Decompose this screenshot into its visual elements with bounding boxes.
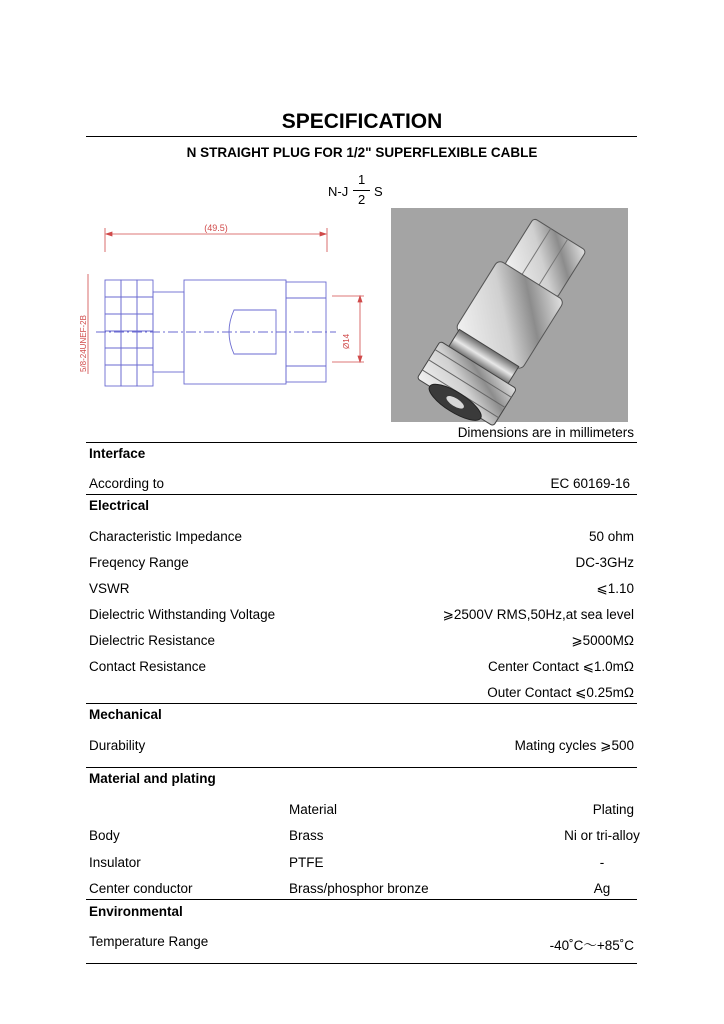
product-subtitle: N STRAIGHT PLUG FOR 1/2" SUPERFLEXIBLE CABLE <box>186 145 538 160</box>
row-value: ⩾5000MΩ <box>571 633 634 648</box>
title-rule <box>86 136 637 137</box>
material-name: Brass/phosphor bronze <box>289 881 429 896</box>
column-header-plating: Plating <box>592 802 634 817</box>
row-label: Durability <box>89 738 146 753</box>
section-heading-material: Material and plating <box>89 771 216 786</box>
model-suffix: S <box>374 184 383 199</box>
material-name: PTFE <box>289 855 324 870</box>
material-name: Brass <box>289 828 324 843</box>
section-heading-electrical: Electrical <box>89 498 150 513</box>
row-label: Dielectric Withstanding Voltage <box>89 607 276 622</box>
connector-photo-image <box>391 208 628 422</box>
row-value: EC 60169-16 <box>550 476 630 491</box>
thread-dimension: 5/8-24UNEF-2B <box>79 315 88 372</box>
section-rule <box>86 703 637 704</box>
model-designation <box>322 172 402 208</box>
section-heading-environmental: Environmental <box>89 904 183 919</box>
model-prefix: N-J <box>328 184 349 199</box>
section-rule <box>86 494 637 495</box>
row-value: ⩾2500V RMS,50Hz,at sea level <box>442 607 634 622</box>
model-numerator: 1 <box>358 172 366 187</box>
row-label: VSWR <box>89 581 130 596</box>
row-value: Center Contact ⩽1.0mΩ <box>488 659 634 674</box>
plating-value: Ag <box>593 881 611 896</box>
plating-value: - <box>599 855 605 870</box>
diameter-dimension: Ø14 <box>342 333 351 349</box>
section-heading-interface: Interface <box>89 446 146 461</box>
row-value: DC-3GHz <box>575 555 634 570</box>
section-rule <box>86 442 637 443</box>
row-label: Freqency Range <box>89 555 189 570</box>
model-denominator: 2 <box>358 192 366 207</box>
material-part: Center conductor <box>89 881 193 896</box>
length-dimension: (49.5) <box>204 223 228 233</box>
connector-drawing <box>79 222 374 394</box>
material-part: Body <box>89 828 120 843</box>
row-label: Dielectric Resistance <box>89 633 216 648</box>
section-rule <box>86 767 637 768</box>
row-label: Characteristic Impedance <box>89 529 243 544</box>
page-title: SPECIFICATION <box>281 110 443 133</box>
section-rule <box>86 963 637 964</box>
column-header-material: Material <box>289 802 338 817</box>
plating-value: Ni or tri-alloy <box>564 828 640 843</box>
fraction-bar <box>353 190 370 191</box>
row-value: ⩽1.10 <box>596 581 634 596</box>
dimensions-note: Dimensions are in millimeters <box>457 425 634 440</box>
row-label: According to <box>89 476 165 491</box>
row-label: Contact Resistance <box>89 659 207 674</box>
section-heading-mechanical: Mechanical <box>89 707 162 722</box>
product-photo <box>391 208 628 422</box>
row-value: 50 ohm <box>588 529 634 544</box>
row-value: Outer Contact ⩽0.25mΩ <box>487 685 634 700</box>
material-part: Insulator <box>89 855 141 870</box>
section-rule <box>86 899 637 900</box>
row-value: Mating cycles ⩾500 <box>514 738 634 753</box>
row-value: -40˚C～+85˚C <box>549 938 634 953</box>
row-label: Temperature Range <box>89 934 209 949</box>
